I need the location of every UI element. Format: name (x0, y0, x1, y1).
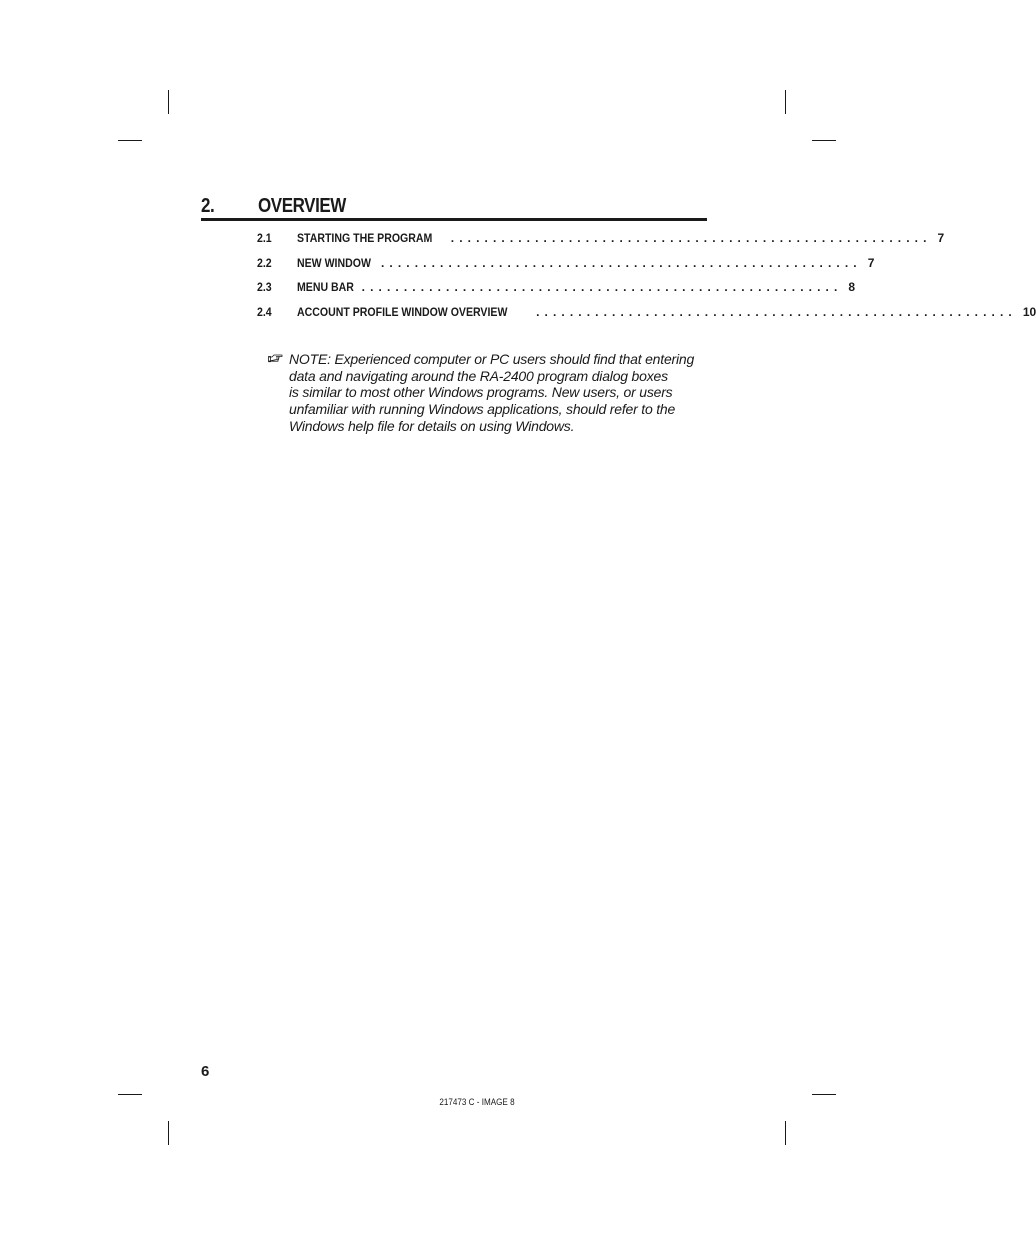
chapter-number: 2. (201, 195, 215, 217)
toc-page-number: 8 (848, 280, 856, 294)
crop-mark-top-left-horizontal (118, 140, 142, 141)
crop-mark-bottom-right-vertical (785, 1121, 786, 1145)
toc-section-number: 2.4 (257, 304, 272, 319)
page-number: 6 (201, 1063, 210, 1080)
dot-leader: ......................................................... (361, 280, 843, 294)
toc-section-number: 2.3 (257, 280, 272, 294)
pointing-hand-icon (268, 353, 284, 365)
crop-mark-bottom-right-horizontal (812, 1094, 836, 1095)
crop-mark-top-left-vertical (168, 90, 169, 114)
crop-mark-bottom-left-horizontal (118, 1094, 142, 1095)
toc-entry[interactable] (257, 228, 945, 253)
crop-mark-top-right-vertical (785, 90, 786, 114)
dot-leader: ......................................................... (450, 231, 932, 245)
crop-mark-top-right-horizontal (812, 140, 836, 141)
toc-section-number: 2.2 (257, 255, 272, 270)
table-of-contents (257, 228, 1036, 326)
toc-entry[interactable] (257, 253, 875, 278)
toc-section-title: STARTING THE PROGRAM (297, 231, 433, 245)
chapter-heading (201, 194, 707, 221)
crop-mark-bottom-left-vertical (168, 1121, 169, 1145)
toc-section-title: ACCOUNT PROFILE WINDOW OVERVIEW (297, 304, 508, 319)
toc-page-number: 10 (1022, 304, 1036, 319)
toc-entry[interactable] (257, 302, 1036, 327)
chapter-title: OVERVIEW (258, 195, 346, 217)
toc-page-number: 7 (867, 255, 875, 270)
toc-section-title: MENU BAR (297, 280, 354, 294)
toc-page-number: 7 (937, 231, 945, 245)
dot-leader: ......................................................... (380, 255, 862, 270)
dot-leader: ......................................................... (536, 304, 1017, 319)
footer-document-code: 217473 C - IMAGE 8 (439, 1097, 515, 1107)
toc-section-title: NEW WINDOW (297, 255, 371, 270)
toc-entry[interactable] (257, 277, 856, 302)
toc-section-number: 2.1 (257, 231, 272, 245)
note-text: NOTE: Experienced computer or PC users should find that entering data and navigating around the RA-2400 program dialog boxes is similar to most other Windows programs. New users, or users unfamiliar with running Windows applications, should refer to the Windows help file for details on using Windows. (289, 351, 695, 434)
